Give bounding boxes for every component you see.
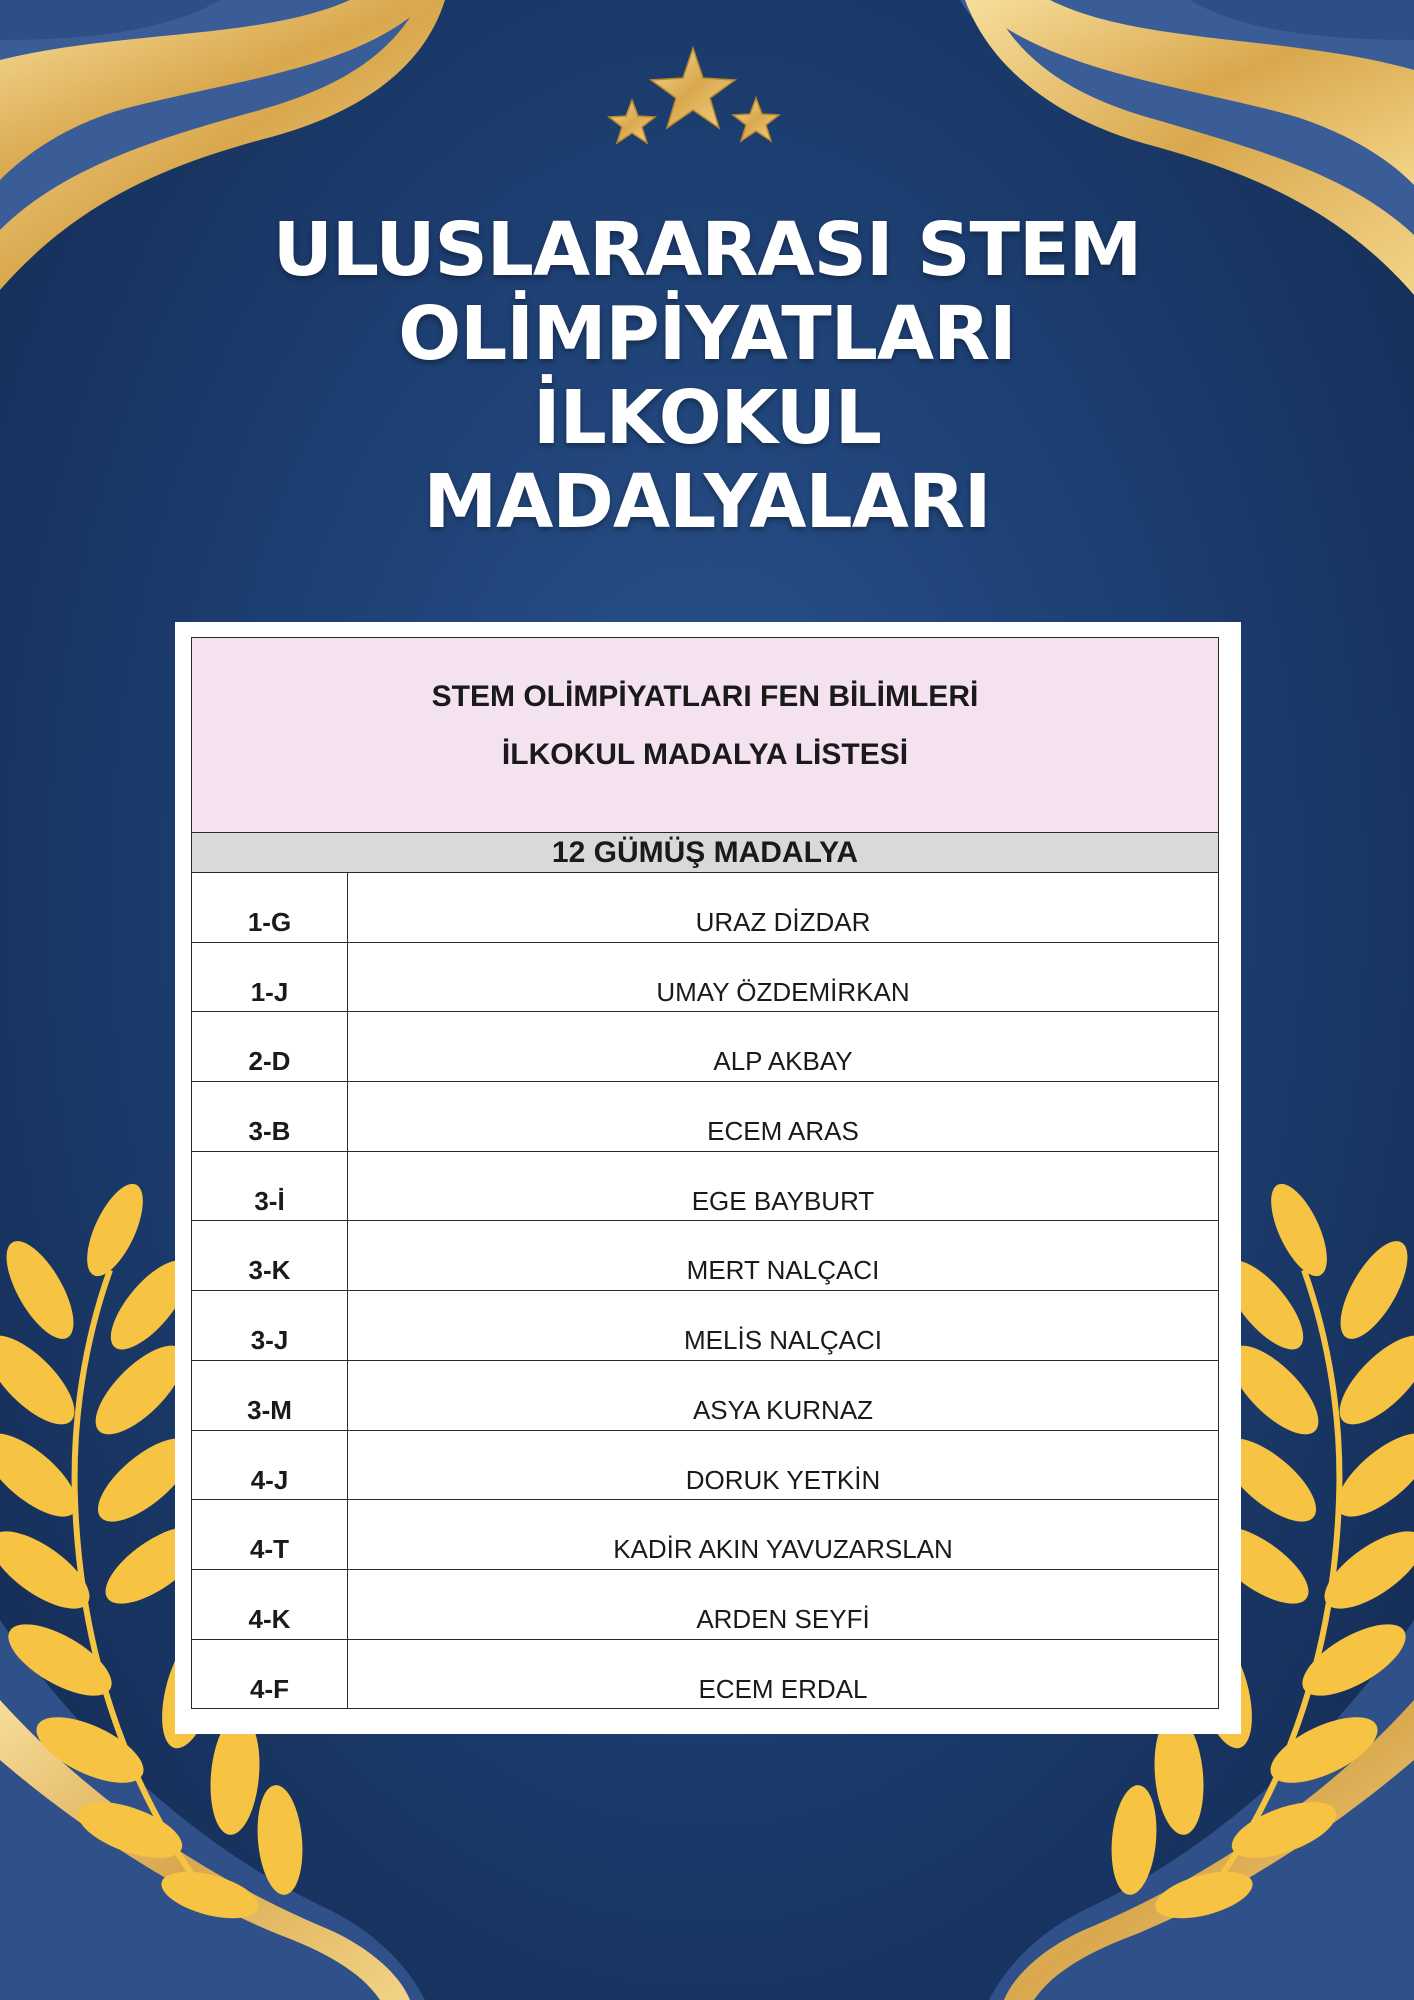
- student-name-cell: KADİR AKIN YAVUZARSLAN: [613, 1534, 953, 1565]
- title-line-4: MADALYALARI: [423, 459, 991, 545]
- student-name-cell: ALP AKBAY: [713, 1046, 853, 1077]
- table-row: [192, 943, 1218, 1013]
- student-name-cell: URAZ DİZDAR: [695, 907, 871, 937]
- student-name-cell: ECEM ARAS: [707, 1116, 859, 1147]
- table-row: [192, 1221, 1218, 1291]
- table-row: [192, 1431, 1218, 1501]
- student-name-cell: MERT NALÇACI: [686, 1255, 880, 1286]
- table-row: [192, 1012, 1218, 1082]
- class-cell: 3-İ: [192, 1152, 348, 1221]
- title-line-3: İLKOKUL: [533, 375, 881, 461]
- table-row: [192, 1152, 1218, 1222]
- class-cell: 3-J: [192, 1291, 348, 1360]
- table-body: [192, 873, 1218, 1709]
- list-heading-line-1: STEM OLİMPİYATLARI FEN BİLİMLERİ: [431, 680, 979, 713]
- class-cell: 1-G: [192, 873, 348, 942]
- student-name-cell: UMAY ÖZDEMİRKAN: [656, 976, 910, 1007]
- title-line-1: ULUSLARARASI STEM: [272, 207, 1142, 293]
- class-cell: 3-K: [192, 1221, 348, 1290]
- class-cell: 3-M: [192, 1361, 348, 1430]
- student-name-cell: ECEM ERDAL: [698, 1673, 868, 1704]
- table-row: [192, 1082, 1218, 1152]
- poster-title: [0, 208, 1414, 544]
- student-name-cell: MELİS NALÇACI: [684, 1325, 882, 1356]
- class-cell: 3-B: [192, 1082, 348, 1151]
- medal-category: 12 GÜMÜŞ MADALYA: [192, 833, 1218, 873]
- table-row: [192, 873, 1218, 943]
- table-row: [192, 1291, 1218, 1361]
- list-heading: [192, 638, 1218, 833]
- class-cell: 2-D: [192, 1012, 348, 1081]
- class-cell: 4-J: [192, 1431, 348, 1500]
- list-heading-line-2: İLKOKUL MADALYA LİSTESİ: [501, 738, 909, 771]
- student-name-cell: ARDEN SEYFİ: [696, 1603, 870, 1634]
- student-name-cell: DORUK YETKİN: [685, 1464, 881, 1495]
- stars-icon: [609, 48, 779, 143]
- class-cell: 4-T: [192, 1500, 348, 1569]
- class-cell: 4-F: [192, 1640, 348, 1710]
- student-name-cell: ASYA KURNAZ: [692, 1394, 874, 1425]
- title-line-2: OLİMPİYATLARI: [398, 291, 1016, 377]
- class-cell: 1-J: [192, 943, 348, 1012]
- class-cell: 4-K: [192, 1570, 348, 1639]
- table-row: [192, 1570, 1218, 1640]
- medal-list-table: [191, 637, 1219, 1709]
- table-row: [192, 1500, 1218, 1570]
- table-row: [192, 1361, 1218, 1431]
- table-row: [192, 1640, 1218, 1710]
- student-name-cell: EGE BAYBURT: [691, 1185, 875, 1216]
